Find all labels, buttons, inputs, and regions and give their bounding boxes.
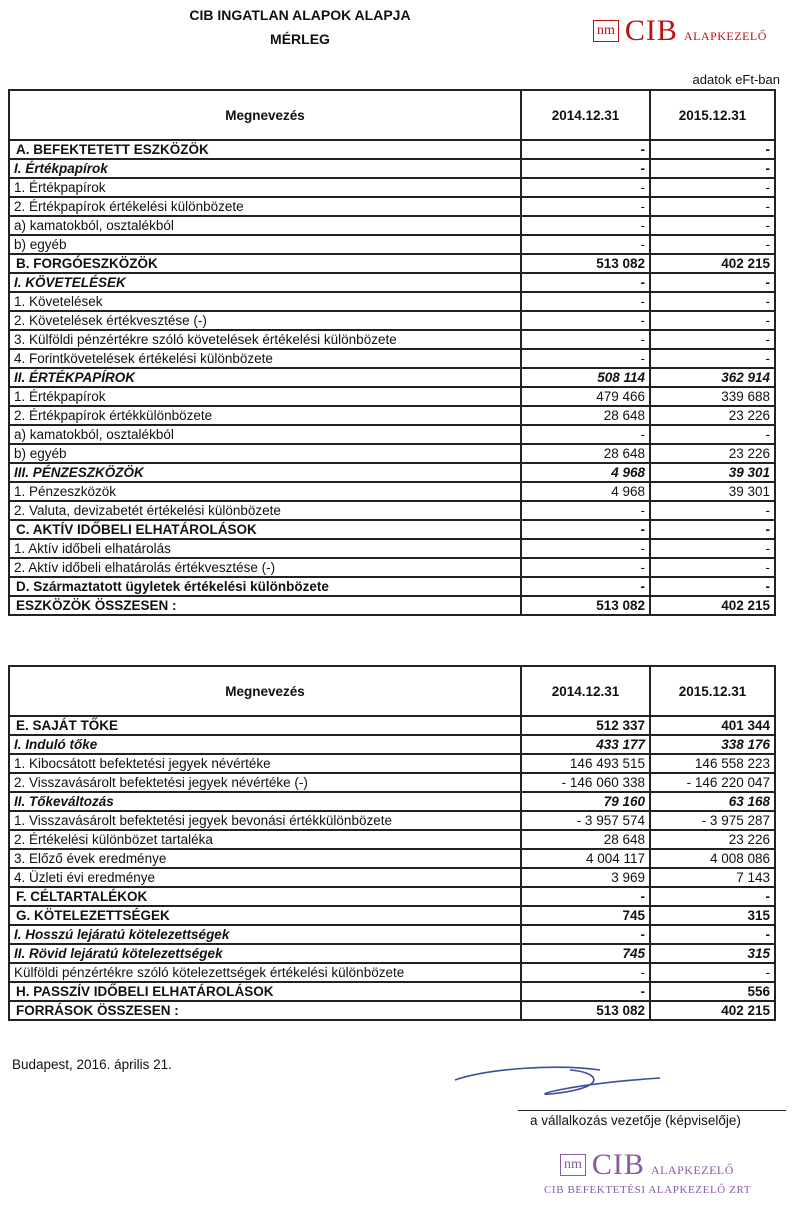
assets-row	[9, 368, 775, 387]
assets-row	[9, 311, 775, 330]
row-label: F. CÉLTARTALÉKOK	[9, 887, 521, 906]
row-label: 1. Pénzeszközök	[9, 482, 521, 501]
row-label: 1. Visszavásárolt befektetési jegyek bevonási értékkülönbözete	[9, 811, 521, 830]
row-value-2014: 513 082	[521, 1001, 650, 1020]
cib-logo-brand: CIB	[624, 14, 678, 47]
assets-row	[9, 216, 775, 235]
liabilities-row	[9, 849, 775, 868]
stamp-text: CIB BEFEKTETÉSI ALAPKEZELŐ ZRT	[544, 1184, 752, 1196]
row-value-2014: -	[521, 577, 650, 596]
row-label: 1. Követelések	[9, 292, 521, 311]
cib-logo-mark-icon: nm	[593, 20, 619, 42]
row-value-2015: -	[650, 925, 775, 944]
liabilities-row	[9, 944, 775, 963]
row-label: 4. Üzleti évi eredménye	[9, 868, 521, 887]
row-value-2014: 512 337	[521, 716, 650, 735]
signature-scribble	[450, 1058, 670, 1102]
row-value-2015: 362 914	[650, 368, 775, 387]
assets-row	[9, 178, 775, 197]
liabilities-header-row	[9, 666, 775, 716]
row-value-2015: -	[650, 577, 775, 596]
row-value-2014: -	[521, 982, 650, 1001]
row-label: D. Származtatott ügyletek értékelési különbözete	[9, 577, 521, 596]
row-value-2015: -	[650, 349, 775, 368]
assets-row	[9, 254, 775, 273]
row-label: 2. Értékpapírok értékelési különbözete	[9, 197, 521, 216]
row-label: Külföldi pénzértékre szóló kötelezettségek értékelési különbözete	[9, 963, 521, 982]
row-value-2014: 28 648	[521, 444, 650, 463]
row-label: 1. Aktív időbeli elhatárolás	[9, 539, 521, 558]
row-value-2015: -	[650, 235, 775, 254]
row-label: I. Induló tőke	[9, 735, 521, 754]
signature-label: a vállalkozás vezetője (képviselője)	[530, 1113, 741, 1128]
row-value-2015: 401 344	[650, 716, 775, 735]
signature-line	[518, 1110, 786, 1111]
row-value-2014: -	[521, 963, 650, 982]
row-label: ESZKÖZÖK ÖSSZESEN :	[9, 596, 521, 615]
document-title: CIB INGATLAN ALAPOK ALAPJA	[189, 7, 411, 23]
assets-row	[9, 444, 775, 463]
row-value-2014: 28 648	[521, 406, 650, 425]
row-value-2015: -	[650, 216, 775, 235]
assets-table	[8, 89, 776, 616]
row-label: II. ÉRTÉKPAPÍROK	[9, 368, 521, 387]
row-value-2014: -	[521, 925, 650, 944]
row-label: 1. Értékpapírok	[9, 387, 521, 406]
assets-row	[9, 425, 775, 444]
row-value-2015: 39 301	[650, 463, 775, 482]
row-value-2014: 79 160	[521, 792, 650, 811]
row-value-2015: 4 008 086	[650, 849, 775, 868]
row-label: A. BEFEKTETETT ESZKÖZÖK	[9, 140, 521, 159]
stamp-tagline: ALAPKEZELŐ	[650, 1162, 734, 1177]
row-value-2014: - 146 060 338	[521, 773, 650, 792]
assets-row	[9, 596, 775, 615]
row-value-2015: -	[650, 520, 775, 539]
row-label: 2. Aktív időbeli elhatárolás értékvesztése (-)	[9, 558, 521, 577]
assets-row	[9, 387, 775, 406]
row-value-2014: -	[521, 558, 650, 577]
row-value-2015: -	[650, 425, 775, 444]
row-label: II. Tőkeváltozás	[9, 792, 521, 811]
stamp-brand: CIB	[591, 1148, 645, 1181]
row-value-2015: 315	[650, 944, 775, 963]
liabilities-row	[9, 716, 775, 735]
row-value-2014: 513 082	[521, 596, 650, 615]
row-label: I. Értékpapírok	[9, 159, 521, 178]
liabilities-row	[9, 811, 775, 830]
liabilities-row	[9, 754, 775, 773]
liabilities-row	[9, 735, 775, 754]
assets-row	[9, 197, 775, 216]
assets-body	[9, 140, 775, 615]
row-value-2015: 7 143	[650, 868, 775, 887]
row-label: 1. Kibocsátott befektetési jegyek névértéke	[9, 754, 521, 773]
liabilities-row	[9, 963, 775, 982]
row-value-2015: 146 558 223	[650, 754, 775, 773]
row-value-2015: -	[650, 292, 775, 311]
row-value-2015: -	[650, 273, 775, 292]
row-value-2014: -	[521, 216, 650, 235]
assets-row	[9, 140, 775, 159]
row-value-2015: 338 176	[650, 735, 775, 754]
row-value-2014: -	[521, 197, 650, 216]
row-value-2014: 4 968	[521, 482, 650, 501]
assets-row	[9, 501, 775, 520]
cib-logo	[593, 14, 767, 48]
row-label: a) kamatokból, osztalékból	[9, 425, 521, 444]
row-value-2014: 513 082	[521, 254, 650, 273]
row-value-2014: -	[521, 311, 650, 330]
row-label: B. FORGÓESZKÖZÖK	[9, 254, 521, 273]
assets-row	[9, 520, 775, 539]
row-label: C. AKTÍV IDŐBELI ELHATÁROLÁSOK	[9, 520, 521, 539]
row-value-2015: -	[650, 539, 775, 558]
row-value-2014: 4 968	[521, 463, 650, 482]
document-subtitle: MÉRLEG	[270, 31, 330, 47]
row-value-2015: -	[650, 311, 775, 330]
row-value-2015: 402 215	[650, 1001, 775, 1020]
row-value-2014: - 3 957 574	[521, 811, 650, 830]
row-label: I. Hosszú lejáratú kötelezettségek	[9, 925, 521, 944]
row-value-2015: -	[650, 330, 775, 349]
row-value-2014: -	[521, 501, 650, 520]
row-label: I. KÖVETELÉSEK	[9, 273, 521, 292]
assets-row	[9, 482, 775, 501]
row-value-2014: -	[521, 349, 650, 368]
row-label: 2. Értékpapírok értékkülönbözete	[9, 406, 521, 425]
row-value-2015: 402 215	[650, 254, 775, 273]
assets-header-2014: 2014.12.31	[521, 90, 650, 140]
row-label: FORRÁSOK ÖSSZESEN :	[9, 1001, 521, 1020]
row-value-2014: 479 466	[521, 387, 650, 406]
row-value-2014: 28 648	[521, 830, 650, 849]
assets-row	[9, 406, 775, 425]
assets-row	[9, 235, 775, 254]
assets-row	[9, 463, 775, 482]
row-label: III. PÉNZESZKÖZÖK	[9, 463, 521, 482]
row-value-2015: 402 215	[650, 596, 775, 615]
row-value-2014: 3 969	[521, 868, 650, 887]
liabilities-header-2014: 2014.12.31	[521, 666, 650, 716]
liabilities-row	[9, 1001, 775, 1020]
row-value-2015: -	[650, 197, 775, 216]
assets-header-row	[9, 90, 775, 140]
place-date: Budapest, 2016. április 21.	[12, 1057, 172, 1072]
row-label: 2. Visszavásárolt befektetési jegyek névértéke (-)	[9, 773, 521, 792]
row-value-2015: -	[650, 963, 775, 982]
liabilities-table	[8, 665, 776, 1021]
row-value-2014: -	[521, 425, 650, 444]
row-value-2015: -	[650, 501, 775, 520]
row-label: 1. Értékpapírok	[9, 178, 521, 197]
cib-logo-tagline: ALAPKEZELŐ	[683, 28, 767, 43]
row-value-2014: -	[521, 520, 650, 539]
row-value-2015: 63 168	[650, 792, 775, 811]
row-value-2014: -	[521, 178, 650, 197]
row-value-2015: 556	[650, 982, 775, 1001]
row-value-2015: 23 226	[650, 444, 775, 463]
assets-row	[9, 349, 775, 368]
row-value-2014: 4 004 117	[521, 849, 650, 868]
liabilities-header-name: Megnevezés	[9, 666, 521, 716]
row-label: 2. Valuta, devizabetét értékelési különbözete	[9, 501, 521, 520]
row-value-2015: -	[650, 140, 775, 159]
liabilities-row	[9, 982, 775, 1001]
row-value-2014: 508 114	[521, 368, 650, 387]
row-value-2015: -	[650, 887, 775, 906]
liabilities-row	[9, 868, 775, 887]
row-label: b) egyéb	[9, 235, 521, 254]
row-label: 3. Külföldi pénzértékre szóló követelések értékelési különbözete	[9, 330, 521, 349]
row-value-2014: -	[521, 292, 650, 311]
row-label: 4. Forintkövetelések értékelési különbözete	[9, 349, 521, 368]
company-stamp	[560, 1148, 734, 1182]
row-value-2015: -	[650, 178, 775, 197]
row-label: 2. Követelések értékvesztése (-)	[9, 311, 521, 330]
liabilities-row	[9, 830, 775, 849]
row-value-2015: 315	[650, 906, 775, 925]
row-value-2014: -	[521, 330, 650, 349]
row-value-2014: 745	[521, 906, 650, 925]
row-value-2015: 39 301	[650, 482, 775, 501]
assets-row	[9, 159, 775, 178]
row-label: II. Rövid lejáratú kötelezettségek	[9, 944, 521, 963]
row-value-2015: - 3 975 287	[650, 811, 775, 830]
row-label: b) egyéb	[9, 444, 521, 463]
assets-row	[9, 273, 775, 292]
row-value-2014: -	[521, 273, 650, 292]
liabilities-row	[9, 773, 775, 792]
row-value-2015: - 146 220 047	[650, 773, 775, 792]
assets-row	[9, 577, 775, 596]
liabilities-body	[9, 716, 775, 1020]
row-label: a) kamatokból, osztalékból	[9, 216, 521, 235]
assets-row	[9, 292, 775, 311]
row-value-2015: 23 226	[650, 406, 775, 425]
assets-row	[9, 558, 775, 577]
row-label: H. PASSZÍV IDŐBELI ELHATÁROLÁSOK	[9, 982, 521, 1001]
liabilities-row	[9, 792, 775, 811]
liabilities-row	[9, 925, 775, 944]
assets-row	[9, 330, 775, 349]
row-value-2014: -	[521, 539, 650, 558]
row-value-2015: 23 226	[650, 830, 775, 849]
row-value-2014: -	[521, 159, 650, 178]
row-value-2014: 146 493 515	[521, 754, 650, 773]
assets-header-name: Megnevezés	[9, 90, 521, 140]
row-value-2015: 339 688	[650, 387, 775, 406]
row-value-2015: -	[650, 558, 775, 577]
liabilities-row	[9, 906, 775, 925]
liabilities-header-2015: 2015.12.31	[650, 666, 775, 716]
assets-row	[9, 539, 775, 558]
row-label: G. KÖTELEZETTSÉGEK	[9, 906, 521, 925]
assets-header-2015: 2015.12.31	[650, 90, 775, 140]
row-value-2014: 433 177	[521, 735, 650, 754]
row-label: 3. Előző évek eredménye	[9, 849, 521, 868]
row-label: 2. Értékelési különbözet tartaléka	[9, 830, 521, 849]
unit-note: adatok eFt-ban	[692, 72, 780, 87]
row-value-2014: -	[521, 235, 650, 254]
row-label: E. SAJÁT TŐKE	[9, 716, 521, 735]
stamp-mark-icon: nm	[560, 1154, 586, 1176]
row-value-2014: 745	[521, 944, 650, 963]
row-value-2015: -	[650, 159, 775, 178]
row-value-2014: -	[521, 140, 650, 159]
row-value-2014: -	[521, 887, 650, 906]
liabilities-row	[9, 887, 775, 906]
